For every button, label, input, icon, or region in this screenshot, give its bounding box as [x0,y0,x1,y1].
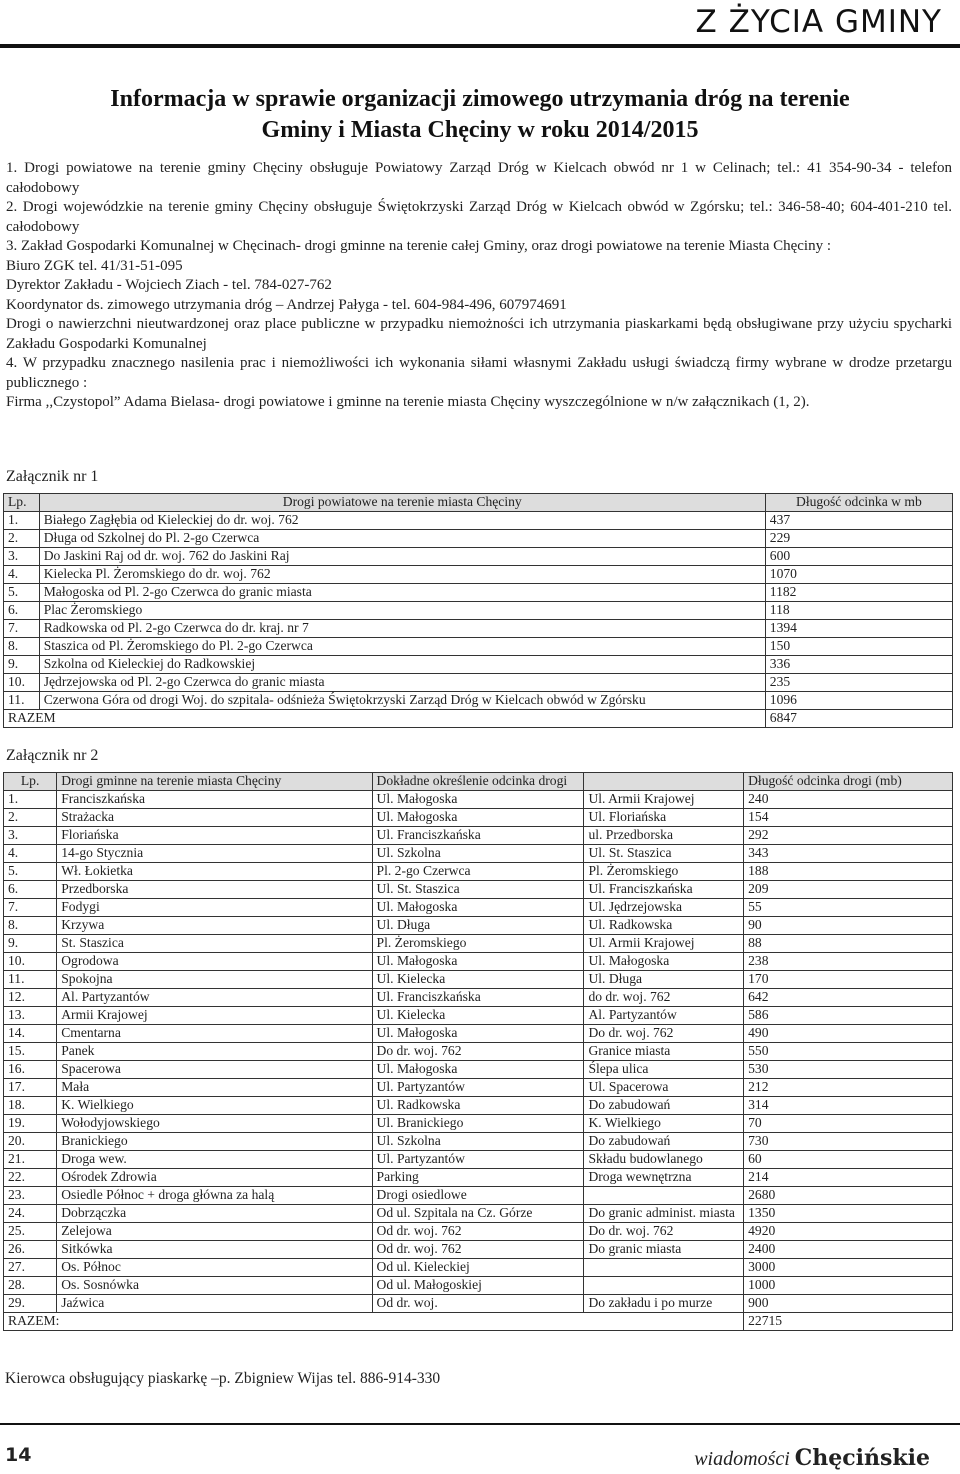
table-cell: 730 [744,1133,953,1151]
table-cell: 4. [4,566,40,584]
table-cell: Ul. Floriańska [584,809,744,827]
table-cell: 1. [4,791,57,809]
table-cell: 209 [744,881,953,899]
table-cell: Cmentarna [57,1025,372,1043]
table-cell: 642 [744,989,953,1007]
table-cell: ul. Przedborska [584,827,744,845]
table-row [4,1277,953,1295]
column-header: Dokładne określenie odcinka drogi [372,773,584,791]
table-row [4,791,953,809]
table-cell: 229 [765,530,952,548]
intro-paragraph: 2. Drogi wojewódzkie na terenie gminy Chęciny obsługuje Świętokrzyski Zarząd Dróg w Kielcach obwód w Zgórsku; tel.: 346-58-40; 604-401-210 tel. całodobowy [6,199,952,235]
table-cell: 18. [4,1097,57,1115]
table-cell: Ul. Małogoska [372,953,584,971]
table-cell: Od dr. woj. 762 [372,1223,584,1241]
table-row [4,602,953,620]
appendix-1-body [4,512,953,728]
section-header [0,0,960,52]
table-cell: Krzywa [57,917,372,935]
table-cell: Od dr. woj. 762 [372,1241,584,1259]
table-cell: Pl. Żeromskiego [584,863,744,881]
table-cell: Od ul. Kieleckiej [372,1259,584,1277]
table-cell: Ul. Partyzantów [372,1151,584,1169]
table-cell: 7. [4,899,57,917]
table-cell: 22. [4,1169,57,1187]
table-cell: 6. [4,881,57,899]
table-cell: Składu budowlanego [584,1151,744,1169]
table-cell: Ul. Partyzantów [372,1079,584,1097]
table-cell: 22715 [744,1313,953,1331]
table-cell: Franciszkańska [57,791,372,809]
table-cell: 343 [744,845,953,863]
table-cell: 550 [744,1043,953,1061]
table-cell: 490 [744,1025,953,1043]
table-cell: 90 [744,917,953,935]
table-cell: 27. [4,1259,57,1277]
table-cell: Mała [57,1079,372,1097]
table-row [4,845,953,863]
intro-paragraph: Koordynator ds. zimowego utrzymania dróg – Andrzej Pałyga - tel. 604-984-496, 607974691 [6,296,567,313]
table-row [4,863,953,881]
table-cell: Ośrodek Zdrowia [57,1169,372,1187]
table-cell: 29. [4,1295,57,1313]
table-cell: Ul. Małogoska [372,899,584,917]
table-cell: Wł. Łokietka [57,863,372,881]
table-cell: 170 [744,971,953,989]
table-cell: Ul. Małogoska [584,953,744,971]
table-row [4,1205,953,1223]
table-cell: Ul. Radkowska [372,1097,584,1115]
table-cell: 1000 [744,1277,953,1295]
table-cell: 55 [744,899,953,917]
table-row [4,638,953,656]
table-cell: Panek [57,1043,372,1061]
table-cell: 16. [4,1061,57,1079]
table-row [4,566,953,584]
table-cell: Strażacka [57,809,372,827]
column-header: Lp. [4,494,40,512]
table-row [4,584,953,602]
appendix-1-table [3,493,953,728]
table-cell: St. Staszica [57,935,372,953]
table-row [4,512,953,530]
table-cell: Pl. Żeromskiego [372,935,584,953]
table-cell: Sitkówka [57,1241,372,1259]
table-cell: Radkowska od Pl. 2-go Czerwca do dr. kraj. nr 7 [39,620,765,638]
intro-paragraph: 3. Zakład Gospodarki Komunalnej w Chęcinach- drogi gminne na terenie całej Gminy, oraz drogi powiatowe na terenie Miasta Chęciny : [6,238,832,254]
table-cell: Do dr. woj. 762 [584,1025,744,1043]
table-cell: Staszica od Pl. Żeromskiego do Pl. 2-go Czerwca [39,638,765,656]
magazine-prefix: wiadomości [694,1448,790,1470]
table-row [4,1151,953,1169]
table-cell: Wołodyjowskiego [57,1115,372,1133]
table-cell: Ul. Armii Krajowej [584,791,744,809]
table-cell [584,1259,744,1277]
magazine-name [694,1445,930,1471]
table-cell: Ul. Szkolna [372,1133,584,1151]
table-cell: 15. [4,1043,57,1061]
column-header: Lp. [4,773,57,791]
table-cell: Do granic administ. miasta [584,1205,744,1223]
appendix-2-body [4,791,953,1331]
appendix-2-label: Załącznik nr 2 [6,747,99,764]
table-cell: 26. [4,1241,57,1259]
table-cell: 8. [4,638,40,656]
table-cell: 7. [4,620,40,638]
table-cell: 214 [744,1169,953,1187]
table-cell [584,1187,744,1205]
table-cell: Ul. Jędrzejowska [584,899,744,917]
table-row [4,1115,953,1133]
table-row [4,989,953,1007]
table-cell: Ul. Długa [372,917,584,935]
table-row [4,935,953,953]
table-cell: Spacerowa [57,1061,372,1079]
table-row [4,530,953,548]
table-cell: 437 [765,512,952,530]
table-cell: 1070 [765,566,952,584]
table-header-row [4,494,953,512]
table-row [4,827,953,845]
table-cell: Od ul. Małogoskiej [372,1277,584,1295]
table-cell: Ul. Szkolna [372,845,584,863]
table-cell: 235 [765,674,952,692]
headline-line-2: Gminy i Miasta Chęciny w roku 2014/2015 [261,117,699,143]
table-cell: 10. [4,674,40,692]
table-cell: 600 [765,548,952,566]
footer-rule [0,1423,960,1425]
table-cell: 188 [744,863,953,881]
table-cell: RAZEM [4,710,766,728]
table-cell: Ul. Małogoska [372,1061,584,1079]
table-row [4,1007,953,1025]
table-cell: Do dr. woj. 762 [584,1223,744,1241]
intro-paragraph: Biuro ZGK tel. 41/31-51-095 [6,257,183,274]
table-cell: Ul. Franciszkańska [584,881,744,899]
table-cell: Szkolna od Kieleckiej do Radkowskiej [39,656,765,674]
table-cell: 14. [4,1025,57,1043]
table-cell: Ul. Spacerowa [584,1079,744,1097]
table-cell: 586 [744,1007,953,1025]
column-header: Długość odcinka w mb [765,494,952,512]
table-cell: Armii Krajowej [57,1007,372,1025]
appendix-2-table [3,772,953,1331]
table-cell: Od dr. woj. [372,1295,584,1313]
intro-paragraph: Drogi o nawierzchni nieutwardzonej oraz place publiczne w przypadku niemożności ich utrzymania piaskarkami będą obsługiwane przy użyciu spycharki Zakładu Gospodarki Komunalnej [6,316,952,352]
table-cell: 11. [4,971,57,989]
table-cell: Ul. Franciszkańska [372,989,584,1007]
table-cell: 13. [4,1007,57,1025]
table-cell: 292 [744,827,953,845]
table-cell: Pl. 2-go Czerwca [372,863,584,881]
table-cell: 4. [4,845,57,863]
table-row [4,881,953,899]
table-cell: 70 [744,1115,953,1133]
table-cell: Fodygi [57,899,372,917]
table-cell: Ul. Radkowska [584,917,744,935]
table-header-row [4,773,953,791]
table-cell: Do dr. woj. 762 [372,1043,584,1061]
table-cell: 24. [4,1205,57,1223]
table-cell: 9. [4,935,57,953]
section-title: Z ŻYCIA GMINY [695,4,942,40]
table-cell: 212 [744,1079,953,1097]
table-cell: 60 [744,1151,953,1169]
table-cell: Jaźwica [57,1295,372,1313]
header-rule [0,44,960,48]
table-cell: 28. [4,1277,57,1295]
table-cell: Ogrodowa [57,953,372,971]
table-row [4,1187,953,1205]
table-cell: 1350 [744,1205,953,1223]
table-row [4,1079,953,1097]
table-cell: K. Wielkiego [57,1097,372,1115]
table-cell: 3. [4,827,57,845]
table-cell: Ul. Branickiego [372,1115,584,1133]
table-cell: Parking [372,1169,584,1187]
table-cell: Do granic miasta [584,1241,744,1259]
driver-info: Kierowca obsługujący piaskarkę –p. Zbigniew Wijas tel. 886-914-330 [5,1370,441,1387]
table-cell: Floriańska [57,827,372,845]
table-cell: 10. [4,953,57,971]
table-cell: Do zabudowań [584,1133,744,1151]
table-row [4,1133,953,1151]
table-row [4,1223,953,1241]
table-cell: Branickiego [57,1133,372,1151]
table-cell: 5. [4,584,40,602]
table-row [4,692,953,710]
table-cell: Droga wewnętrzna [584,1169,744,1187]
table-cell: Dobrzączka [57,1205,372,1223]
table-cell: Os. Sosnówka [57,1277,372,1295]
table-cell: 530 [744,1061,953,1079]
table-cell: 6847 [765,710,952,728]
table-cell: 2400 [744,1241,953,1259]
table-cell: Os. Północ [57,1259,372,1277]
table-cell: Do Jaskini Raj od dr. woj. 762 do Jaskini Raj [39,548,765,566]
table-cell: K. Wielkiego [584,1115,744,1133]
table-cell: Przedborska [57,881,372,899]
appendix-1-label: Załącznik nr 1 [6,468,99,485]
intro-paragraph: 1. Drogi powiatowe na terenie gminy Chęciny obsługuje Powiatowy Zarząd Dróg w Kielcach obwód nr 1 w Celinach; tel.: 41 354-90-34 - telefon całodobowy [6,160,952,196]
table-cell: Drogi osiedlowe [372,1187,584,1205]
table-cell: 238 [744,953,953,971]
table-cell: Ul. Armii Krajowej [584,935,744,953]
table-cell: 17. [4,1079,57,1097]
table-cell: Ul. Długa [584,971,744,989]
table-row [4,899,953,917]
table-cell: 336 [765,656,952,674]
article-headline [0,84,960,146]
table-cell: 14-go Stycznia [57,845,372,863]
table-cell: Ul. St. Staszica [584,845,744,863]
page-number: 14 [5,1444,32,1466]
table-cell: 1394 [765,620,952,638]
table-row [4,809,953,827]
table-cell: Ul. Małogoska [372,791,584,809]
table-row [4,1169,953,1187]
table-cell: Ul. Kielecka [372,1007,584,1025]
column-header [584,773,744,791]
table-cell: 3000 [744,1259,953,1277]
table-row [4,1061,953,1079]
table-cell: 118 [765,602,952,620]
column-header: Drogi powiatowe na terenie miasta Chęciny [39,494,765,512]
table-cell: 8. [4,917,57,935]
table-row [4,971,953,989]
intro-paragraph: Dyrektor Zakładu - Wojciech Ziach - tel. 784-027-762 [6,277,332,293]
table-cell: RAZEM: [4,1313,744,1331]
table-cell: Plac Żeromskiego [39,602,765,620]
table-cell: Al. Partyzantów [584,1007,744,1025]
table-row [4,1025,953,1043]
column-header: Drogi gminne na terenie miasta Chęciny [57,773,372,791]
table-row [4,1295,953,1313]
table-cell: Osiedle Północ + droga główna za halą [57,1187,372,1205]
article-intro [6,159,952,413]
table-cell: Granice miasta [584,1043,744,1061]
table-cell: 240 [744,791,953,809]
table-cell [584,1277,744,1295]
total-row [4,1313,953,1331]
table-cell: Kielecka Pl. Żeromskiego do dr. woj. 762 [39,566,765,584]
table-row [4,1241,953,1259]
table-cell: 12. [4,989,57,1007]
table-row [4,1043,953,1061]
table-cell: Zelejowa [57,1223,372,1241]
table-cell: Jędrzejowska od Pl. 2-go Czerwca do granic miasta [39,674,765,692]
table-cell: 314 [744,1097,953,1115]
table-row [4,1259,953,1277]
table-row [4,917,953,935]
table-cell: 154 [744,809,953,827]
table-cell: 19. [4,1115,57,1133]
magazine-title: Chęcińskie [794,1445,930,1471]
table-cell: 900 [744,1295,953,1313]
table-cell: Ul. St. Staszica [372,881,584,899]
table-cell: Ślepa ulica [584,1061,744,1079]
intro-paragraph: 4. W przypadku znacznego nasilenia prac i niemożliwości ich wykonania siłami własnymi Zakładu usługi świadczą firmy wybrane w drodze przetargu publicznego : [6,355,952,391]
headline-line-1: Informacja w sprawie organizacji zimowego utrzymania dróg na terenie [110,86,850,112]
table-cell: 1. [4,512,40,530]
intro-paragraph: Firma ,,Czystopol” Adama Bielasa- drogi powiatowe i gminne na terenie miasta Chęciny wyszczególnione w n/w załącznikach (1, 2). [6,394,810,410]
table-cell: Długa od Szkolnej do Pl. 2-go Czerwca [39,530,765,548]
table-cell: Ul. Kielecka [372,971,584,989]
table-cell: 2680 [744,1187,953,1205]
table-cell: 4920 [744,1223,953,1241]
table-cell: 25. [4,1223,57,1241]
table-cell: 23. [4,1187,57,1205]
table-cell: 21. [4,1151,57,1169]
table-cell: 3. [4,548,40,566]
table-cell: 9. [4,656,40,674]
table-cell: 88 [744,935,953,953]
column-header: Długość odcinka drogi (mb) [744,773,953,791]
table-cell: 11. [4,692,40,710]
table-cell: 6. [4,602,40,620]
table-row [4,620,953,638]
table-cell: Al. Partyzantów [57,989,372,1007]
table-row [4,953,953,971]
table-cell: Droga wew. [57,1151,372,1169]
table-cell: Do zabudowań [584,1097,744,1115]
table-row [4,548,953,566]
table-cell: 1182 [765,584,952,602]
total-row [4,710,953,728]
table-cell: Czerwona Góra od drogi Woj. do szpitala- odśnieża Świętokrzyski Zarząd Dróg w Kielcach obwód w Zgórsku [39,692,765,710]
table-cell: 1096 [765,692,952,710]
table-row [4,1097,953,1115]
table-cell: do dr. woj. 762 [584,989,744,1007]
table-cell: Od ul. Szpitala na Cz. Górze [372,1205,584,1223]
table-cell: Ul. Małogoska [372,809,584,827]
table-cell: Ul. Małogoska [372,1025,584,1043]
table-row [4,656,953,674]
table-cell: Ul. Franciszkańska [372,827,584,845]
table-cell: Białego Zagłębia od Kieleckiej do dr. woj. 762 [39,512,765,530]
table-cell: 2. [4,530,40,548]
table-cell: Do zakładu i po murze [584,1295,744,1313]
table-row [4,674,953,692]
table-cell: Spokojna [57,971,372,989]
table-cell: Małogoska od Pl. 2-go Czerwca do granic miasta [39,584,765,602]
table-cell: 2. [4,809,57,827]
table-cell: 5. [4,863,57,881]
table-cell: 150 [765,638,952,656]
table-cell: 20. [4,1133,57,1151]
